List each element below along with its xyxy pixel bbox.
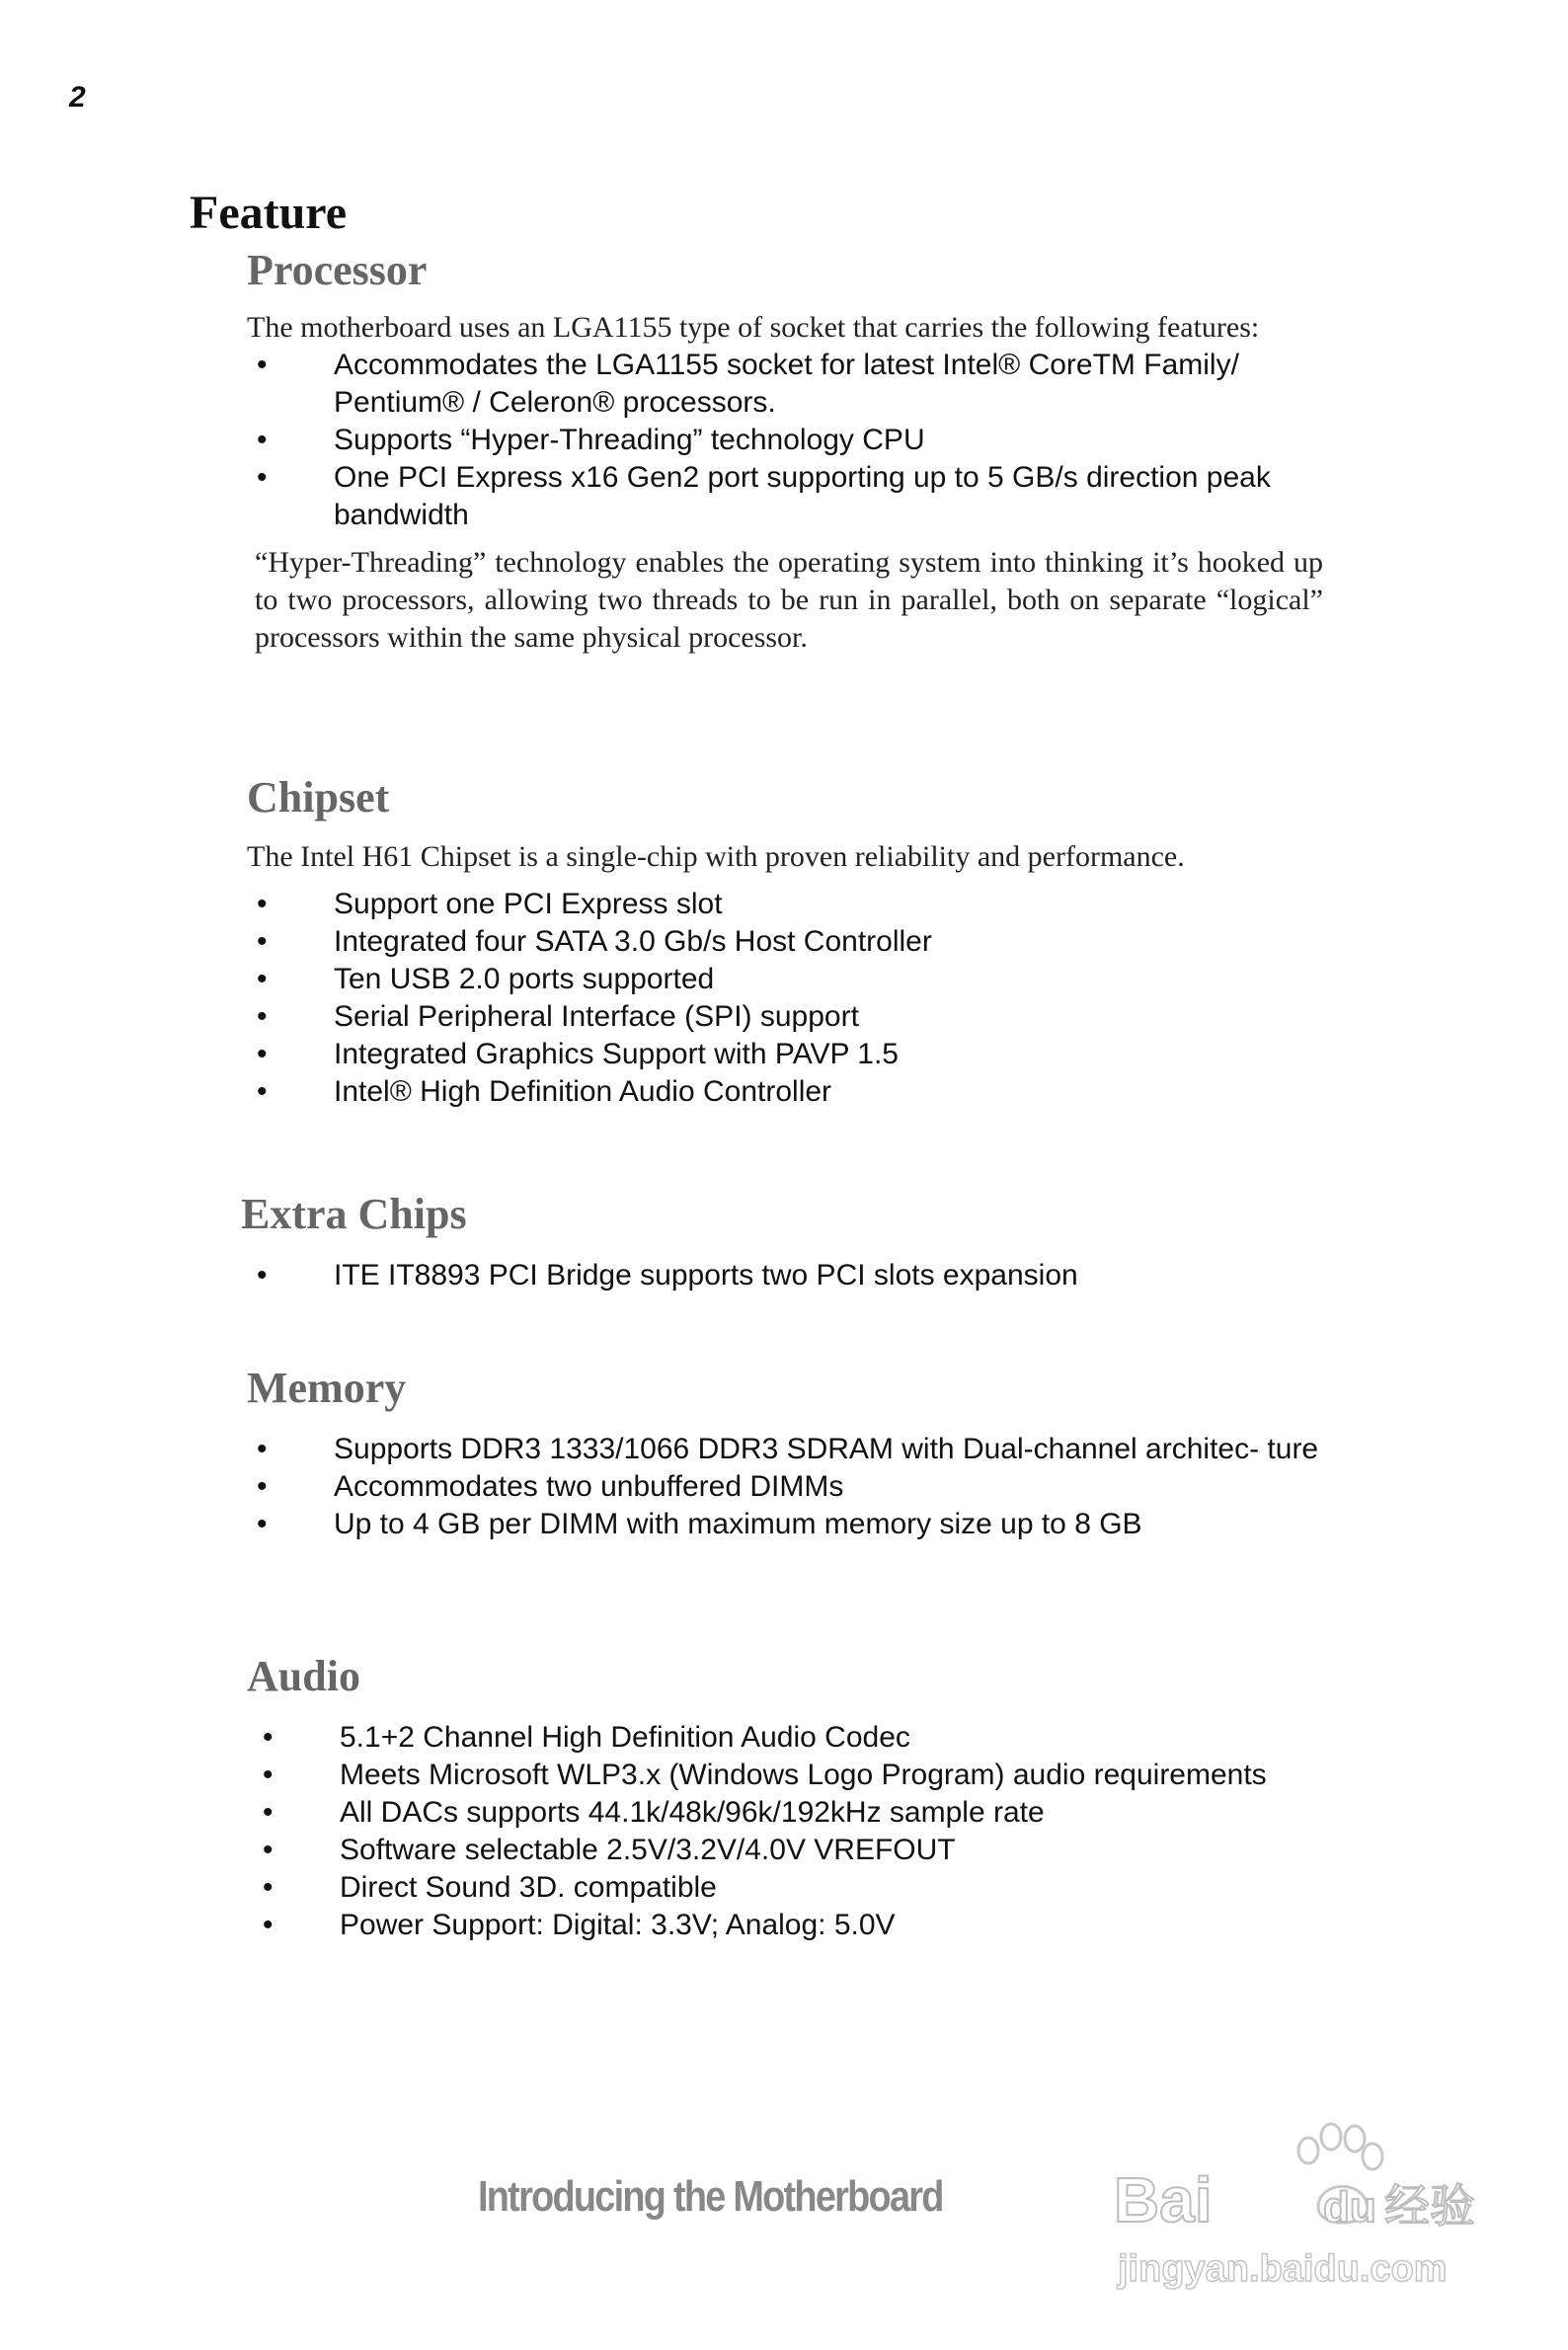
chipset-bullets: [247, 886, 1323, 1111]
list-item: • Integrated Graphics Support with PAVP 1.5: [257, 1038, 899, 1070]
svg-text:jingyan.baidu.com: jingyan.baidu.com: [1118, 2248, 1448, 2290]
processor-section: [247, 245, 1323, 657]
list-item: • Accommodates two unbuffered DIMMs: [257, 1470, 844, 1503]
list-item: • Supports “Hyper-Threading” technology CPU: [257, 424, 925, 456]
list-item: • One PCI Express x16 Gen2 port supporting up to 5 GB/s direction peak bandwidth: [257, 461, 1271, 531]
extra-chips-section: [241, 1189, 1317, 1294]
footer-title: Introducing the Motherboard: [478, 2172, 943, 2221]
hyper-threading-note: “Hyper-Threading” technology enables the operating system into thinking it’s hooked up to two processors, allowing two threads to be run in parallel, both on separate “logical” processors within the same physical processor.: [255, 546, 1323, 654]
memory-heading: Memory: [247, 1364, 407, 1412]
chipset-intro: The Intel H61 Chipset is a single-chip with proven reliability and performance.: [247, 840, 1185, 873]
svg-text:Bai: Bai: [1114, 2164, 1213, 2235]
memory-section: [247, 1363, 1323, 1543]
processor-heading: Processor: [247, 246, 428, 294]
list-item: • Up to 4 GB per DIMM with maximum memory size up to 8 GB: [257, 1508, 1142, 1540]
list-item: • 5.1+2 Channel High Definition Audio Codec: [263, 1721, 910, 1754]
processor-bullets: [247, 347, 1323, 534]
list-item: • Intel® High Definition Audio Controller: [257, 1075, 832, 1108]
extra-chips-bullets: [241, 1257, 1317, 1294]
list-item: • Software selectable 2.5V/3.2V/4.0V VREFOUT: [263, 1834, 956, 1866]
feature-title: Feature: [190, 187, 348, 239]
list-item: • Ten USB 2.0 ports supported: [257, 963, 715, 995]
audio-heading: Audio: [247, 1652, 360, 1700]
list-item: • Accommodates the LGA1155 socket for latest Intel® CoreTM Family/ Pentium® / Celeron® processors.: [257, 349, 1239, 419]
list-item: • Support one PCI Express slot: [257, 888, 723, 920]
baidu-jingyan-watermark: [1106, 2113, 1481, 2311]
list-item: • All DACs supports 44.1k/48k/96k/192kHz sample rate: [263, 1796, 1045, 1829]
svg-text:经验: 经验: [1384, 2179, 1475, 2232]
list-item: • ITE IT8893 PCI Bridge supports two PCI slots expansion: [257, 1259, 1078, 1292]
audio-bullets: [247, 1719, 1323, 1944]
processor-intro: The motherboard uses an LGA1155 type of socket that carries the following features:: [247, 311, 1260, 344]
list-item: • Supports DDR3 1333/1066 DDR3 SDRAM with Dual-channel architec- ture: [257, 1433, 1319, 1465]
list-item: • Direct Sound 3D. compatible: [263, 1871, 717, 1904]
audio-section: [247, 1651, 1323, 1944]
page-number: 2: [69, 81, 86, 114]
list-item: • Serial Peripheral Interface (SPI) support: [257, 1000, 859, 1033]
extra-chips-heading: Extra Chips: [241, 1190, 467, 1238]
memory-bullets: [247, 1431, 1323, 1543]
chipset-heading: Chipset: [247, 773, 390, 822]
svg-text:du: du: [1323, 2183, 1376, 2232]
list-item: • Meets Microsoft WLP3.x (Windows Logo Program) audio requirements: [263, 1759, 1267, 1791]
list-item: • Power Support: Digital: 3.3V; Analog: 5.0V: [263, 1909, 896, 1941]
list-item: • Integrated four SATA 3.0 Gb/s Host Controller: [257, 925, 932, 958]
chipset-section: [247, 772, 1323, 1111]
